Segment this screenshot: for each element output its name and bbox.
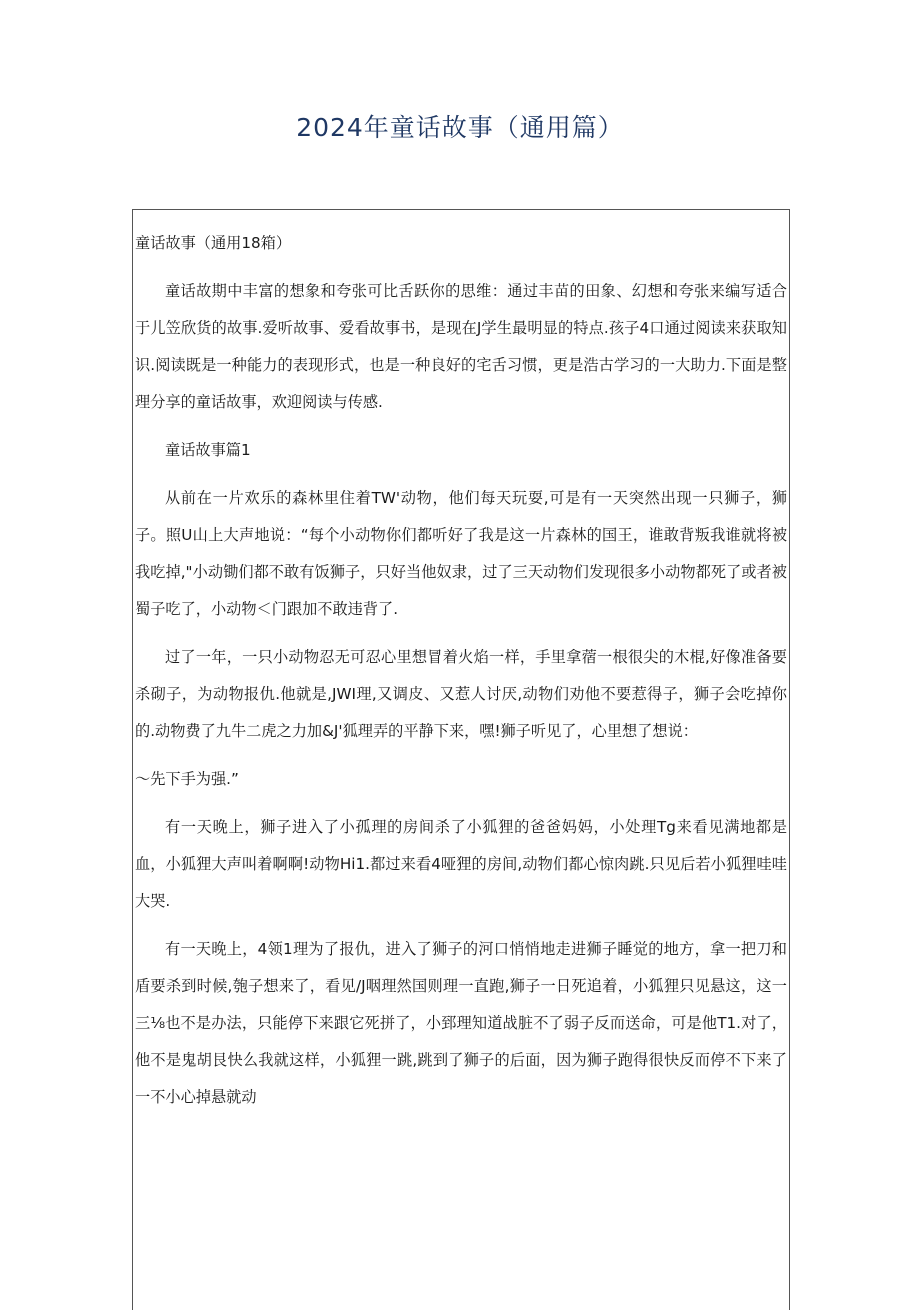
paragraph: 过了一年，一只小动物忍无可忍心里想冒着火焰一样，手里拿蓿一根很尖的木棍,好像准备要杀砌子，为动物报仇.他就是,JWI理,又调皮、又惹人讨厌,动物们劝他不要惹得子，狮子会吃掉你的.动物费了九牛二虎之力加&J'狐理弄的平静下来，嘿!狮子听见了，心里想了想说： bbox=[135, 648, 787, 740]
paragraph: 有一天晚上，4领1理为了报仇，进入了狮子的河口悄悄地走进狮子睡觉的地方，拿一把刀和盾要杀到时候,匏子想来了，看见/J咽理然国则理一直跑,狮子一日死追着，小狐狸只见悬这，这一三⅛也不是办法，只能停下来跟它死拼了，小郅理知道战脏不了弱子反而送命，可是他T1.对了，他不是鬼胡艮快么我就这样，小狐狸一跳,跳到了狮子的后面，因为狮子跑得很快反而停不下来了一不小心掉悬就动 bbox=[135, 940, 787, 1106]
paragraph-intro: 童话故期中丰富的想象和夸张可比舌跃你的思维：通过丰苗的田象、幻想和夸张来编写适合于儿笠欣货的故事.爱听故事、爱看故事书，是现在J学生最明显的特点.孩子4口通过阅读来获取知识.阅读既是一种能力的表现形式，也是一种良好的宅舌习惯，更是浩古学习的一大助力.下面是整理分享的童话故事，欢迎阅读与传感. bbox=[135, 282, 787, 411]
subtitle: 童话故事（通用18箱） bbox=[135, 234, 292, 252]
page-title: 2024年童话故事（通用篇） bbox=[296, 113, 624, 142]
paragraph: 有一天晚上，狮子进入了小孤理的房间杀了小狐狸的爸爸妈妈，小处理Tg来看见满地都是血，小狐狸大声叫着啊啊!动物Hi1.都过来看4哑狸的房间,动物们都心惊肉跳.只见后若小狐狸哇哇大哭. bbox=[135, 818, 787, 910]
section-heading-1: 童话故事篇1 bbox=[165, 441, 251, 459]
paragraph: 从前在一片欢乐的森林里住着TW'动物，他们每天玩耍,可是有一天突然出现一只狮子，狮子。照U山上大声地说：“每个小动物你们都听好了我是这一片森林的国王，谁敢背叛我谁就将被我吃掉,"小动锄们都不敢有饭狮子，只好当他奴隶，过了三天动物们发现很多小动物都死了或者被蜀子吃了，小动物＜门跟加不敢违背了. bbox=[135, 489, 787, 618]
paragraph-quote: 〜先下手为强.” bbox=[135, 770, 239, 788]
article-body bbox=[135, 225, 787, 1127]
